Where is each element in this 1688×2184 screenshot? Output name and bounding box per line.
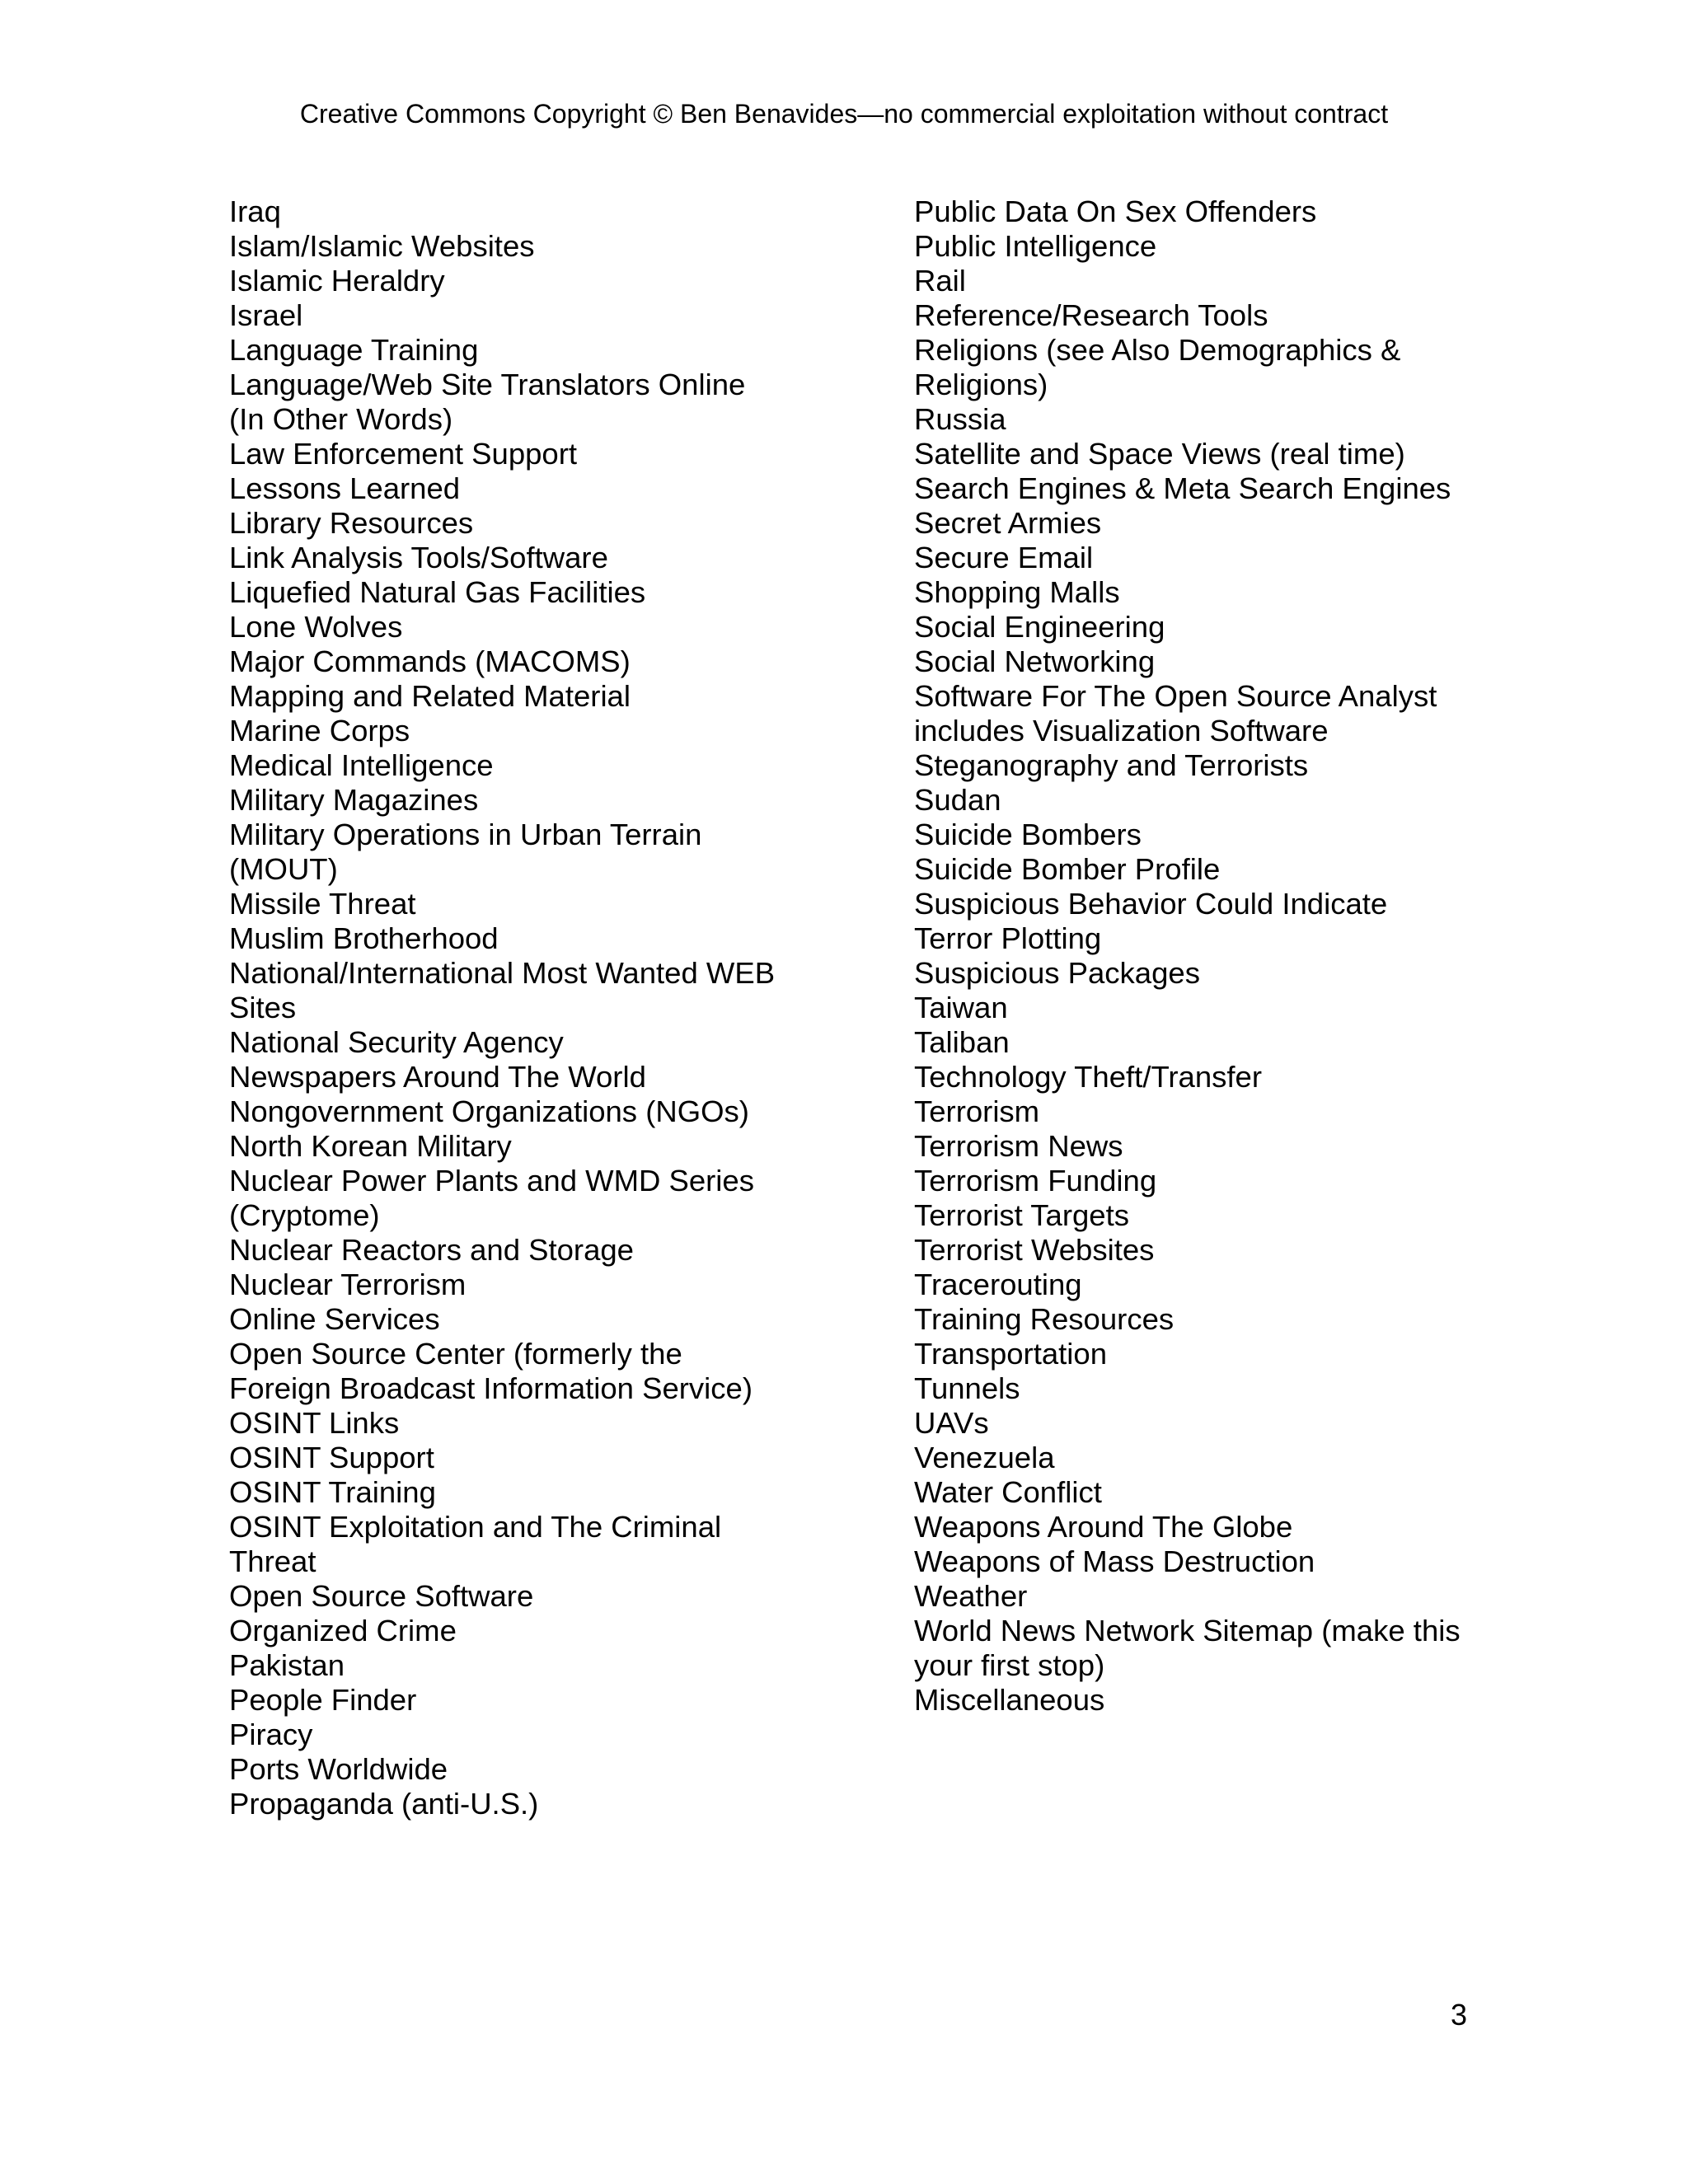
topic-list-item: Open Source Software bbox=[229, 1579, 534, 1613]
topic-list-item: Suspicious Behavior Could Indicate bbox=[914, 887, 1388, 921]
topic-list-item: Terrorist Targets bbox=[914, 1198, 1129, 1232]
topic-list-item: Miscellaneous bbox=[914, 1683, 1105, 1717]
topic-list-item: People Finder bbox=[229, 1683, 417, 1717]
topic-list-item: Major Commands (MACOMS) bbox=[229, 644, 631, 678]
topic-list-item: Israel bbox=[229, 298, 303, 332]
topic-list-item: Weapons of Mass Destruction bbox=[914, 1544, 1315, 1578]
topic-list-item: Military Operations in Urban Terrain bbox=[229, 818, 702, 851]
copyright-header: Creative Commons Copyright © Ben Benavides—no commercial exploitation without contract bbox=[299, 99, 1389, 129]
topic-list-item: OSINT Links bbox=[229, 1406, 400, 1440]
topic-list-item: Mapping and Related Material bbox=[229, 679, 631, 713]
topic-list-item: (In Other Words) bbox=[229, 402, 453, 436]
topic-list-item: Tracerouting bbox=[914, 1268, 1082, 1301]
topic-list-item: UAVs bbox=[914, 1406, 989, 1440]
topic-list-item: Online Services bbox=[229, 1302, 440, 1336]
topic-list-item: Suspicious Packages bbox=[914, 956, 1200, 990]
topic-list-item: Weather bbox=[914, 1579, 1028, 1613]
topic-list-item: Military Magazines bbox=[229, 783, 479, 817]
topic-list-item: Open Source Center (formerly the bbox=[229, 1337, 682, 1371]
topic-list-item: Terrorism bbox=[914, 1094, 1040, 1128]
topic-list-item: National/International Most Wanted WEB bbox=[229, 956, 776, 990]
right-topic-list bbox=[914, 194, 1540, 1718]
topic-list-item: Secret Armies bbox=[914, 506, 1102, 540]
topic-list-item: Lessons Learned bbox=[229, 471, 461, 505]
topic-list-item: Shopping Malls bbox=[914, 575, 1120, 609]
topic-list-item: Steganography and Terrorists bbox=[914, 748, 1309, 782]
topic-list-item: Sites bbox=[229, 991, 297, 1024]
topic-list-item: Terror Plotting bbox=[914, 921, 1102, 955]
topic-list-item: Nongovernment Organizations (NGOs) bbox=[229, 1094, 749, 1128]
topic-list-item: Library Resources bbox=[229, 506, 474, 540]
topic-list-item: Terrorist Websites bbox=[914, 1233, 1155, 1267]
topic-list-item: Suicide Bombers bbox=[914, 818, 1142, 851]
topic-list-item: Technology Theft/Transfer bbox=[914, 1060, 1262, 1094]
topic-list-item: Sudan bbox=[914, 783, 1001, 817]
topic-list-item: Threat bbox=[229, 1544, 316, 1578]
topic-list-item: Organized Crime bbox=[229, 1614, 457, 1647]
topic-list-item: Foreign Broadcast Information Service) bbox=[229, 1371, 753, 1405]
page-number: 3 bbox=[1451, 1998, 1468, 2032]
topic-list-item: North Korean Military bbox=[229, 1129, 512, 1163]
topic-list-item: Law Enforcement Support bbox=[229, 437, 578, 471]
topic-list-item: OSINT Training bbox=[229, 1475, 436, 1509]
topic-list-item: Taiwan bbox=[914, 991, 1008, 1024]
topic-list-item: Secure Email bbox=[914, 541, 1094, 574]
topic-list-item: Russia bbox=[914, 402, 1006, 436]
topic-list-item: Tunnels bbox=[914, 1371, 1020, 1405]
topic-list-item: Water Conflict bbox=[914, 1475, 1102, 1509]
topic-list-item: Terrorism Funding bbox=[914, 1164, 1157, 1197]
topic-list-item: Public Data On Sex Offenders bbox=[914, 194, 1317, 228]
topic-list-item: Piracy bbox=[229, 1718, 313, 1751]
topic-list-item: Public Intelligence bbox=[914, 229, 1157, 263]
topic-list-item: Pakistan bbox=[229, 1648, 345, 1682]
topic-list-item: Training Resources bbox=[914, 1302, 1175, 1336]
topic-list-item: Language/Web Site Translators Online bbox=[229, 368, 746, 401]
topic-list-item: Liquefied Natural Gas Facilities bbox=[229, 575, 646, 609]
topic-list-item: your first stop) bbox=[914, 1648, 1105, 1682]
topic-list-item: Medical Intelligence bbox=[229, 748, 494, 782]
topic-list-item: Islamic Heraldry bbox=[229, 264, 445, 298]
topic-list-item: Transportation bbox=[914, 1337, 1107, 1371]
topic-list-item: Nuclear Terrorism bbox=[229, 1268, 467, 1301]
topic-list-item: Rail bbox=[914, 264, 966, 298]
topic-list-item: OSINT Exploitation and The Criminal bbox=[229, 1510, 722, 1544]
topic-list-item: Lone Wolves bbox=[229, 610, 403, 644]
topic-list-item: World News Network Sitemap (make this bbox=[914, 1614, 1461, 1647]
topic-list-item: Venezuela bbox=[914, 1441, 1055, 1474]
topic-list-item: Muslim Brotherhood bbox=[229, 921, 499, 955]
topic-list-item: (MOUT) bbox=[229, 852, 338, 886]
topic-list-item: Satellite and Space Views (real time) bbox=[914, 437, 1405, 471]
topic-list-item: Software For The Open Source Analyst bbox=[914, 679, 1437, 713]
topic-list-item: Marine Corps bbox=[229, 714, 410, 748]
topic-list-item: Link Analysis Tools/Software bbox=[229, 541, 608, 574]
topic-list-item: Iraq bbox=[229, 194, 281, 228]
left-topic-list bbox=[229, 194, 856, 1821]
topic-list-item: includes Visualization Software bbox=[914, 714, 1329, 748]
topic-list-item: (Cryptome) bbox=[229, 1198, 380, 1232]
topic-list-item: Missile Threat bbox=[229, 887, 416, 921]
topic-list-item: Newspapers Around The World bbox=[229, 1060, 646, 1094]
topic-list-item: Nuclear Power Plants and WMD Series bbox=[229, 1164, 754, 1197]
topic-list-item: OSINT Support bbox=[229, 1441, 434, 1474]
topic-list-item: Weapons Around The Globe bbox=[914, 1510, 1293, 1544]
topic-list-item: National Security Agency bbox=[229, 1025, 564, 1059]
topic-list-item: Islam/Islamic Websites bbox=[229, 229, 535, 263]
topic-list-item: Social Networking bbox=[914, 644, 1156, 678]
topic-list-item: Ports Worldwide bbox=[229, 1752, 448, 1786]
topic-list-item: Religions) bbox=[914, 368, 1048, 401]
topic-list-item: Religions (see Also Demographics & bbox=[914, 333, 1401, 367]
topic-list-item: Terrorism News bbox=[914, 1129, 1123, 1163]
topic-list-item: Nuclear Reactors and Storage bbox=[229, 1233, 634, 1267]
topic-list-item: Propaganda (anti-U.S.) bbox=[229, 1787, 539, 1821]
topic-list-item: Suicide Bomber Profile bbox=[914, 852, 1221, 886]
topic-list-item: Language Training bbox=[229, 333, 479, 367]
topic-list-item: Social Engineering bbox=[914, 610, 1165, 644]
topic-list-item: Reference/Research Tools bbox=[914, 298, 1268, 332]
topic-list-item: Search Engines & Meta Search Engines bbox=[914, 471, 1451, 505]
topic-list-item: Taliban bbox=[914, 1025, 1010, 1059]
